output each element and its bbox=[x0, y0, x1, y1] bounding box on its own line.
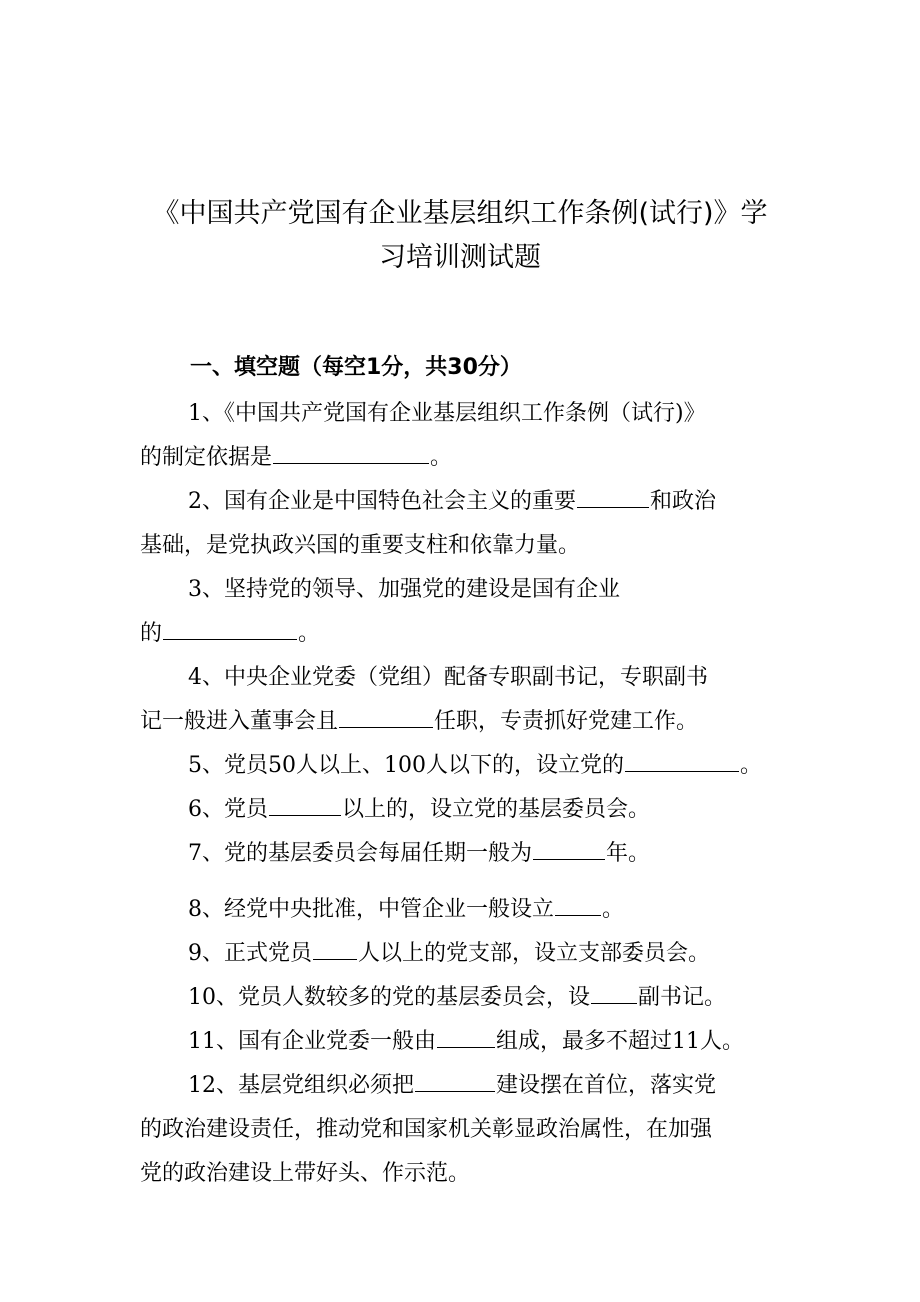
question-2-line-1 bbox=[188, 484, 716, 520]
question-11 bbox=[188, 1024, 744, 1060]
question-text: 的制定依据是 bbox=[140, 445, 273, 470]
question-3-line-1 bbox=[188, 572, 620, 608]
question-text: 组成，最多不超过11人。 bbox=[496, 1029, 744, 1054]
question-3-line-2 bbox=[140, 616, 320, 652]
answer-blank[interactable] bbox=[339, 705, 433, 728]
question-7 bbox=[188, 836, 650, 872]
question-text: 的 bbox=[140, 621, 163, 646]
question-text: 6、党员 bbox=[188, 797, 268, 822]
answer-blank[interactable] bbox=[269, 793, 341, 816]
answer-blank[interactable] bbox=[591, 981, 637, 1004]
question-text: 年。 bbox=[606, 841, 651, 866]
document-title-line-2: 习培训测试题 bbox=[379, 242, 541, 273]
answer-blank[interactable] bbox=[313, 937, 357, 960]
question-4-line-2 bbox=[140, 704, 698, 740]
question-6 bbox=[188, 792, 650, 828]
question-text: 人以上的党支部，设立支部委员会。 bbox=[358, 941, 711, 966]
question-text: 9、正式党员 bbox=[188, 941, 312, 966]
question-9 bbox=[188, 936, 710, 972]
question-text: 副书记。 bbox=[638, 985, 727, 1010]
question-text: 1、《中国共产党国有企业基层组织工作条例（试行)》 bbox=[188, 401, 706, 426]
answer-blank[interactable] bbox=[577, 485, 649, 508]
answer-blank[interactable] bbox=[533, 837, 605, 860]
question-text: 12、基层党组织必须把 bbox=[188, 1073, 414, 1098]
question-5 bbox=[188, 748, 762, 784]
section-heading: 一、填空题（每空1分，共30分） bbox=[190, 355, 522, 380]
question-text: 的政治建设责任，推动党和国家机关彰显政治属性，在加强 bbox=[140, 1117, 713, 1142]
question-12-line-3 bbox=[140, 1156, 470, 1192]
question-text: 11、国有企业党委一般由 bbox=[188, 1029, 436, 1054]
document-title-line-1: 《中国共产党国有企业基层组织工作条例(试行)》学 bbox=[152, 198, 768, 229]
question-text: 10、党员人数较多的党的基层委员会，设 bbox=[188, 985, 590, 1010]
answer-blank[interactable] bbox=[273, 441, 429, 464]
question-text: 。 bbox=[298, 621, 321, 646]
answer-blank[interactable] bbox=[437, 1025, 495, 1048]
question-2-line-2 bbox=[140, 528, 580, 564]
question-text: 记一般进入董事会且 bbox=[140, 709, 339, 734]
question-12-line-2 bbox=[140, 1112, 712, 1148]
question-text: 党的政治建设上带好头、作示范。 bbox=[140, 1161, 471, 1186]
question-text: 。 bbox=[430, 445, 453, 470]
question-text: 和政治 bbox=[650, 489, 717, 514]
answer-blank[interactable] bbox=[625, 749, 739, 772]
answer-blank[interactable] bbox=[163, 617, 297, 640]
question-1-line-1 bbox=[188, 396, 706, 432]
question-text: 基础，是党执政兴国的重要支柱和依靠力量。 bbox=[140, 533, 581, 558]
question-text: 8、经党中央批准，中管企业一般设立 bbox=[188, 897, 554, 922]
question-8 bbox=[188, 892, 624, 928]
answer-blank[interactable] bbox=[415, 1069, 495, 1092]
question-text: 。 bbox=[602, 897, 625, 922]
question-text: 任职，专责抓好党建工作。 bbox=[434, 709, 699, 734]
question-text: 。 bbox=[739, 753, 762, 778]
question-text: 3、坚持党的领导、加强党的建设是国有企业 bbox=[188, 577, 620, 602]
question-text: 7、党的基层委员会每届任期一般为 bbox=[188, 841, 532, 866]
question-text: 建设摆在首位，落实党 bbox=[496, 1073, 717, 1098]
question-text: 4、中央企业党委（党组）配备专职副书记，专职副书 bbox=[188, 665, 708, 690]
question-4-line-1 bbox=[188, 660, 708, 696]
question-10 bbox=[188, 980, 726, 1016]
question-text: 5、党员50人以上、100人以下的，设立党的 bbox=[188, 753, 624, 778]
question-text: 以上的，设立党的基层委员会。 bbox=[342, 797, 651, 822]
question-1-line-2 bbox=[140, 440, 452, 476]
question-12-line-1 bbox=[188, 1068, 716, 1104]
question-text: 2、国有企业是中国特色社会主义的重要 bbox=[188, 489, 576, 514]
answer-blank[interactable] bbox=[555, 893, 601, 916]
